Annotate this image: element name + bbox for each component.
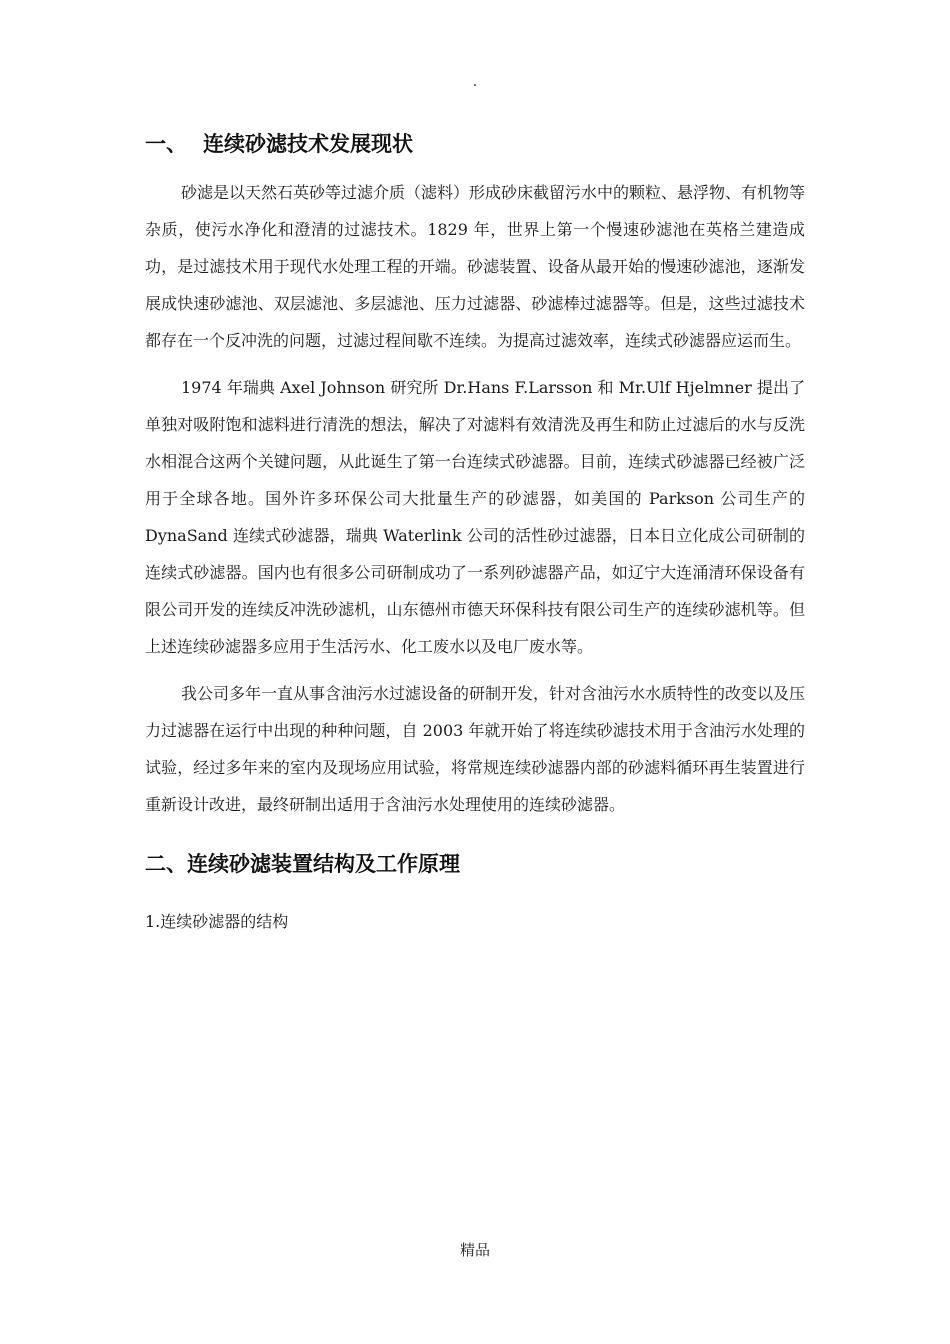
section-1-title: 连续砂滤技术发展现状 bbox=[203, 132, 413, 156]
subsection-1-heading: 1.连续砂滤器的结构 bbox=[145, 912, 289, 931]
paragraph-1: 砂滤是以天然石英砂等过滤介质（滤料）形成砂床截留污水中的颗粒、悬浮物、有机物等杂质，使污水净化和澄清的过滤技术。1829 年，世界上第一个慢速砂滤池在英格兰建造成功，是过滤技术用于现代水处理工程的开端。砂滤装置、设备从最开始的慢速砂滤池，逐渐发展成快速砂滤池、双层滤池、多层滤池、压力过滤器、砂滤棒过滤器等。但是，这些过滤技术都存在一个反冲洗的问题，过滤过程间歇不连续。为提高过滤效率，连续式砂滤器应运而生。 bbox=[145, 183, 806, 350]
section-2-heading: 二、连续砂滤装置结构及工作原理 bbox=[145, 852, 460, 876]
page-footer: 精品 bbox=[459, 1241, 490, 1259]
section-1-number: 一、 bbox=[145, 132, 187, 156]
page-content bbox=[145, 126, 805, 937]
page-header-mark: . bbox=[472, 74, 478, 90]
section-1-heading bbox=[145, 126, 805, 162]
paragraph-2: 1974 年瑞典 Axel Johnson 研究所 Dr.Hans F.Larsson 和 Mr.Ulf Hjelmner 提出了单独对吸附饱和滤料进行清洗的想法，解决了对滤料有效清洗及再生和防止过滤后的水与反洗水相混合这两个关键问题，从此诞生了第一台连续式砂滤器。目前，连续式砂滤器已经被广泛用于全球各地。国外许多环保公司大批量生产的砂滤器，如美国的 Parkson 公司生产的 DynaSand 连续式砂滤器，瑞典 Waterlink 公司的活性砂过滤器，日本日立化成公司研制的连续式砂滤器。国内也有很多公司研制成功了一系列砂滤器产品，如辽宁大连涌清环保设备有限公司开发的连续反冲洗砂滤机，山东德州市德天环保科技有限公司生产的连续砂滤机等。但上述连续砂滤器多应用于生活污水、化工废水以及电厂废水等。 bbox=[145, 378, 805, 656]
paragraph-3: 我公司多年一直从事含油污水过滤设备的研制开发，针对含油污水水质特性的改变以及压力过滤器在运行中出现的种种问题，自 2003 年就开始了将连续砂滤技术用于含油污水处理的试验，经过多年来的室内及现场应用试验，将常规连续砂滤器内部的砂滤料循环再生装置进行重新设计改进，最终研制出适用于含油污水处理使用的连续砂滤器。 bbox=[145, 684, 806, 814]
